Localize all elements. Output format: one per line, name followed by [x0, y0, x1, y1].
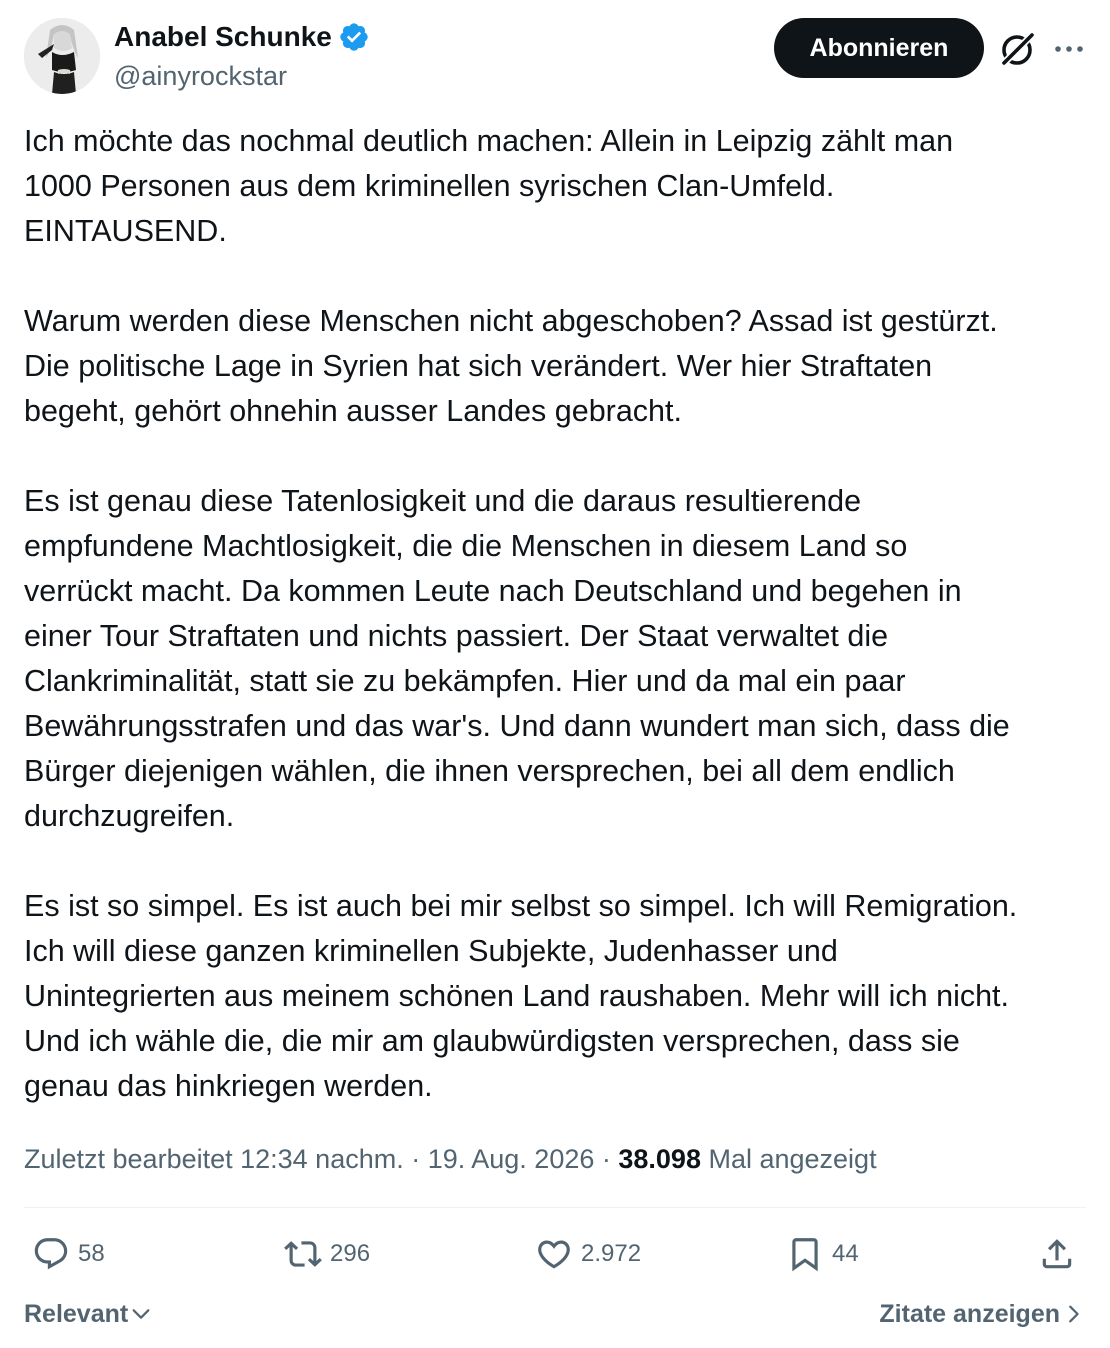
divider [24, 1207, 1086, 1208]
repost-button[interactable] [284, 1230, 370, 1278]
author-name-text[interactable]: Anabel Schunke [114, 21, 332, 52]
views-count: 38.098 [618, 1144, 701, 1174]
tweet-header [0, 0, 1110, 110]
avatar[interactable] [24, 18, 100, 94]
repost-count: 296 [330, 1240, 371, 1267]
follow-button[interactable]: Abonnieren [774, 18, 984, 78]
reply-button[interactable] [32, 1230, 105, 1278]
reply-icon [32, 1235, 70, 1273]
bookmark-icon [786, 1235, 824, 1273]
sort-dropdown[interactable] [24, 1292, 152, 1336]
author-handle[interactable]: @ainyrockstar [114, 61, 287, 91]
sort-label: Relevant [24, 1300, 129, 1328]
view-quotes-label: Zitate anzeigen [879, 1300, 1060, 1328]
edited-timestamp[interactable]: Zuletzt bearbeitet 12:34 nachm. · 19. Aug. 2026 · [24, 1144, 619, 1174]
tweet-paragraph: Es ist so simpel. Es ist auch bei mir selbst so simpel. Ich will Remigration. Ich will diese ganzen kriminellen Subjekte, Judenhasser und Unintegrierten aus meinem schönen Land raushaben. Mehr will ich nicht. Und ich wähle die, die mir am glaubwürdigsten versprechen, dass sie genau das hinkriegen werden. [24, 889, 1018, 1103]
more-options-icon[interactable] [1052, 30, 1086, 68]
tweet-text [24, 119, 1090, 1109]
share-button[interactable] [1038, 1230, 1076, 1278]
tweet-paragraph: Es ist genau diese Tatenlosigkeit und die daraus resultierende empfundene Machtlosigkeit, die die Menschen in diesem Land so verrückt macht. Da kommen Leute nach Deutschland und begehen in einer Tour Straftaten und nichts passiert. Der Staat verwaltet die Clankriminalität, statt sie zu bekämpfen. Hier und da mal ein paar Bewährungsstrafen und das war's. Und dann wundert man sich, dass die Bürger diejenigen wählen, die ihnen versprechen, bei all dem endlich durchzugreifen. [24, 484, 1010, 833]
share-icon [1038, 1235, 1076, 1273]
avatar-image [24, 18, 100, 94]
reply-count: 58 [78, 1240, 105, 1267]
like-button[interactable] [535, 1230, 641, 1278]
grok-icon[interactable] [998, 30, 1036, 68]
verified-badge-icon [338, 21, 370, 53]
views-label: Mal angezeigt [700, 1144, 877, 1174]
like-count: 2.972 [581, 1240, 642, 1267]
heart-icon [535, 1235, 573, 1273]
bookmark-count: 44 [832, 1240, 859, 1267]
chevron-down-icon [130, 1303, 152, 1325]
bookmark-button[interactable] [786, 1230, 859, 1278]
tweet-paragraph: Warum werden diese Menschen nicht abgeschoben? Assad ist gestürzt. Die politische Lage in Syrien hat sich verändert. Wer hier Straftaten begeht, gehört ohnehin ausser Landes gebracht. [24, 304, 998, 428]
tweet-paragraph: Ich möchte das nochmal deutlich machen: Allein in Leipzig zählt man 1000 Personen aus dem kriminellen syrischen Clan-Umfeld. EINTAUSEND. [24, 124, 954, 248]
tweet-meta [24, 1137, 877, 1181]
author-name[interactable] [114, 20, 370, 54]
repost-icon [284, 1235, 322, 1273]
view-quotes-link[interactable] [879, 1292, 1084, 1336]
chevron-right-icon [1062, 1303, 1084, 1325]
